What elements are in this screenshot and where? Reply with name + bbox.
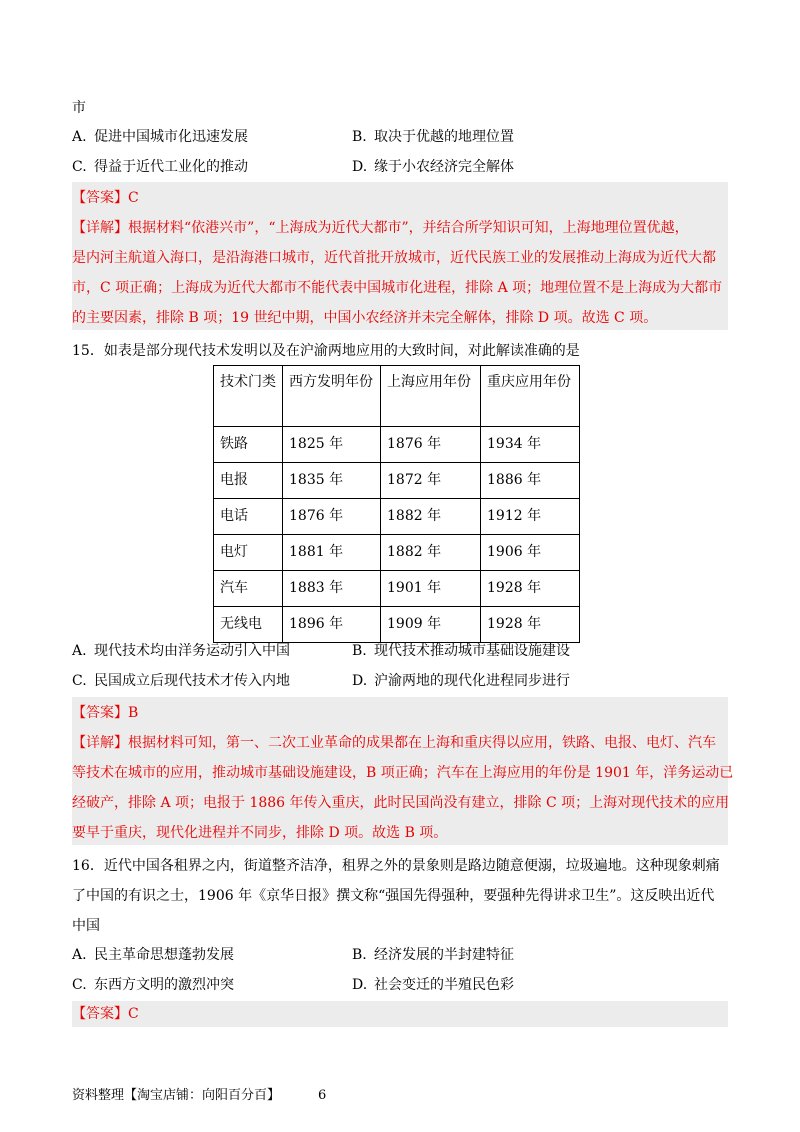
table-cell: 1901 年 bbox=[381, 571, 481, 607]
table-cell: 1928 年 bbox=[481, 571, 580, 607]
option-text: 经济发展的半封建特征 bbox=[374, 947, 514, 963]
tech-table bbox=[213, 365, 580, 643]
q16-option-c bbox=[72, 975, 234, 995]
page-footer bbox=[72, 1084, 326, 1103]
table-cell: 1912 年 bbox=[481, 499, 580, 535]
table-cell: 1934 年 bbox=[481, 427, 580, 463]
option-text: 沪渝两地的现代化进程同步进行 bbox=[374, 673, 570, 689]
q14-detail-line-3: 市，C 项正确；上海成为近代大都市不能代表中国城市化进程，排除 A 项；地理位置不是上海成为大都市 bbox=[72, 280, 723, 296]
q15-option-c bbox=[72, 671, 290, 691]
option-key: A. bbox=[72, 947, 87, 963]
q15-detail-line-1: 【详解】根据材料可知，第一、二次工业革命的成果都在上海和重庆得以应用，铁路、电报、电灯、汽车 bbox=[72, 735, 716, 751]
option-text: 促进中国城市化迅速发展 bbox=[94, 129, 248, 145]
table-cell: 1876 年 bbox=[283, 499, 381, 535]
table-header-cell: 技术门类 bbox=[214, 366, 283, 427]
footer-source: 资料整理【淘宝店铺：向阳百分百】 bbox=[72, 1088, 281, 1103]
table-row bbox=[214, 535, 580, 571]
table-row bbox=[214, 427, 580, 463]
table-cell: 1928 年 bbox=[481, 607, 580, 643]
q15-answer-box bbox=[72, 697, 734, 845]
option-text: 民国成立后现代技术才传入内地 bbox=[94, 673, 290, 689]
table-row bbox=[214, 607, 580, 643]
q14-detail-line-1: 【详解】根据材料“依港兴市”，“上海成为近代大都市”，并结合所学知识可知，上海地理位置优越， bbox=[72, 220, 689, 236]
table-cell: 1835 年 bbox=[283, 463, 381, 499]
table-header-row bbox=[214, 366, 580, 427]
option-key: C. bbox=[72, 673, 87, 689]
q14-stem-tail: 市 bbox=[72, 100, 86, 116]
option-key: D. bbox=[352, 977, 368, 993]
q15-detail-line-3: 经破产，排除 A 项；电报于 1886 年传入重庆，此时民国尚没有建立，排除 C 项；上海对现代技术的应用 bbox=[72, 795, 730, 811]
option-text: 得益于近代工业化的推动 bbox=[94, 159, 248, 175]
q15-option-a bbox=[72, 641, 290, 661]
table-cell: 1883 年 bbox=[283, 571, 381, 607]
option-text: 现代技术均由洋务运动引入中国 bbox=[94, 643, 290, 659]
option-text: 社会变迁的半殖民色彩 bbox=[374, 977, 514, 993]
q15-detail-line-2: 等技术在城市的应用，推动城市基础设施建设，B 项正确；汽车在上海应用的年份是 1901 年，洋务运动已 bbox=[72, 765, 734, 781]
table-header-cell: 西方发明年份 bbox=[283, 366, 381, 427]
table-cell: 1906 年 bbox=[481, 535, 580, 571]
q16-option-b bbox=[352, 945, 514, 965]
table-header-cell: 上海应用年份 bbox=[381, 366, 481, 427]
table-cell: 1825 年 bbox=[283, 427, 381, 463]
table-cell: 无线电 bbox=[214, 607, 283, 643]
table-cell: 1909 年 bbox=[381, 607, 481, 643]
q16-stem-line-1: 16．近代中国各租界之内，街道整齐洁净，租界之外的景象则是路边随意便溺，垃圾遍地。这种现象刺痛 bbox=[72, 858, 720, 874]
q15-stem: 15．如表是部分现代技术发明以及在沪渝两地应用的大致时间，对此解读准确的是 bbox=[72, 343, 580, 359]
q16-stem-line-3: 中国 bbox=[72, 918, 100, 934]
q15-answer-label: 【答案】B bbox=[72, 705, 139, 721]
option-key: B. bbox=[352, 947, 367, 963]
q14-option-c bbox=[72, 157, 248, 177]
table-header-cell: 重庆应用年份 bbox=[481, 366, 580, 427]
q14-answer-label: 【答案】C bbox=[72, 190, 139, 206]
option-key: C. bbox=[72, 977, 87, 993]
q16-option-a bbox=[72, 945, 234, 965]
q16-answer-label: 【答案】C bbox=[72, 1006, 139, 1022]
table-cell: 1881 年 bbox=[283, 535, 381, 571]
option-key: B. bbox=[352, 129, 367, 145]
q14-option-b bbox=[352, 127, 514, 147]
table-cell: 铁路 bbox=[214, 427, 283, 463]
q14-detail-line-4: 的主要因素，排除 B 项；19 世纪中期，中国小农经济并未完全解体，排除 D 项。故选 C 项。 bbox=[72, 310, 658, 326]
table-row bbox=[214, 463, 580, 499]
q15-option-d bbox=[352, 671, 570, 691]
option-text: 取决于优越的地理位置 bbox=[374, 129, 514, 145]
q16-option-d bbox=[352, 975, 514, 995]
table-cell: 汽车 bbox=[214, 571, 283, 607]
q15-detail-line-4: 要早于重庆，现代化进程并不同步，排除 D 项。故选 B 项。 bbox=[72, 825, 448, 841]
table-cell: 1872 年 bbox=[381, 463, 481, 499]
option-key: D. bbox=[352, 673, 368, 689]
table-cell: 1882 年 bbox=[381, 535, 481, 571]
table-row bbox=[214, 499, 580, 535]
table-cell: 电灯 bbox=[214, 535, 283, 571]
table-cell: 1886 年 bbox=[481, 463, 580, 499]
option-text: 缘于小农经济完全解体 bbox=[374, 159, 514, 175]
q14-option-a bbox=[72, 127, 248, 147]
table-cell: 电报 bbox=[214, 463, 283, 499]
option-key: A. bbox=[72, 129, 87, 145]
option-key: D. bbox=[352, 159, 368, 175]
option-key: C. bbox=[72, 159, 87, 175]
q15-option-b bbox=[352, 641, 570, 661]
option-text: 现代技术推动城市基础设施建设 bbox=[374, 643, 570, 659]
table-cell: 电话 bbox=[214, 499, 283, 535]
option-key: A. bbox=[72, 643, 87, 659]
option-key: B. bbox=[352, 643, 367, 659]
q14-detail-line-2: 是内河主航道入海口，是沿海港口城市，近代首批开放城市，近代民族工业的发展推动上海成为近代大都 bbox=[72, 250, 716, 266]
table-cell: 1876 年 bbox=[381, 427, 481, 463]
q16-stem-line-2: 了中国的有识之士，1906 年《京华日报》撰文称“强国先得强种，要强种先得讲求卫生”。这反映出近代 bbox=[72, 888, 715, 904]
q16-answer-box bbox=[72, 1001, 728, 1027]
page-number: 6 bbox=[318, 1088, 327, 1103]
option-text: 民主革命思想蓬勃发展 bbox=[94, 947, 234, 963]
table-cell: 1882 年 bbox=[381, 499, 481, 535]
table-row bbox=[214, 571, 580, 607]
table-cell: 1896 年 bbox=[283, 607, 381, 643]
q14-answer-box bbox=[72, 182, 728, 330]
q14-option-d bbox=[352, 157, 514, 177]
option-text: 东西方文明的激烈冲突 bbox=[94, 977, 234, 993]
